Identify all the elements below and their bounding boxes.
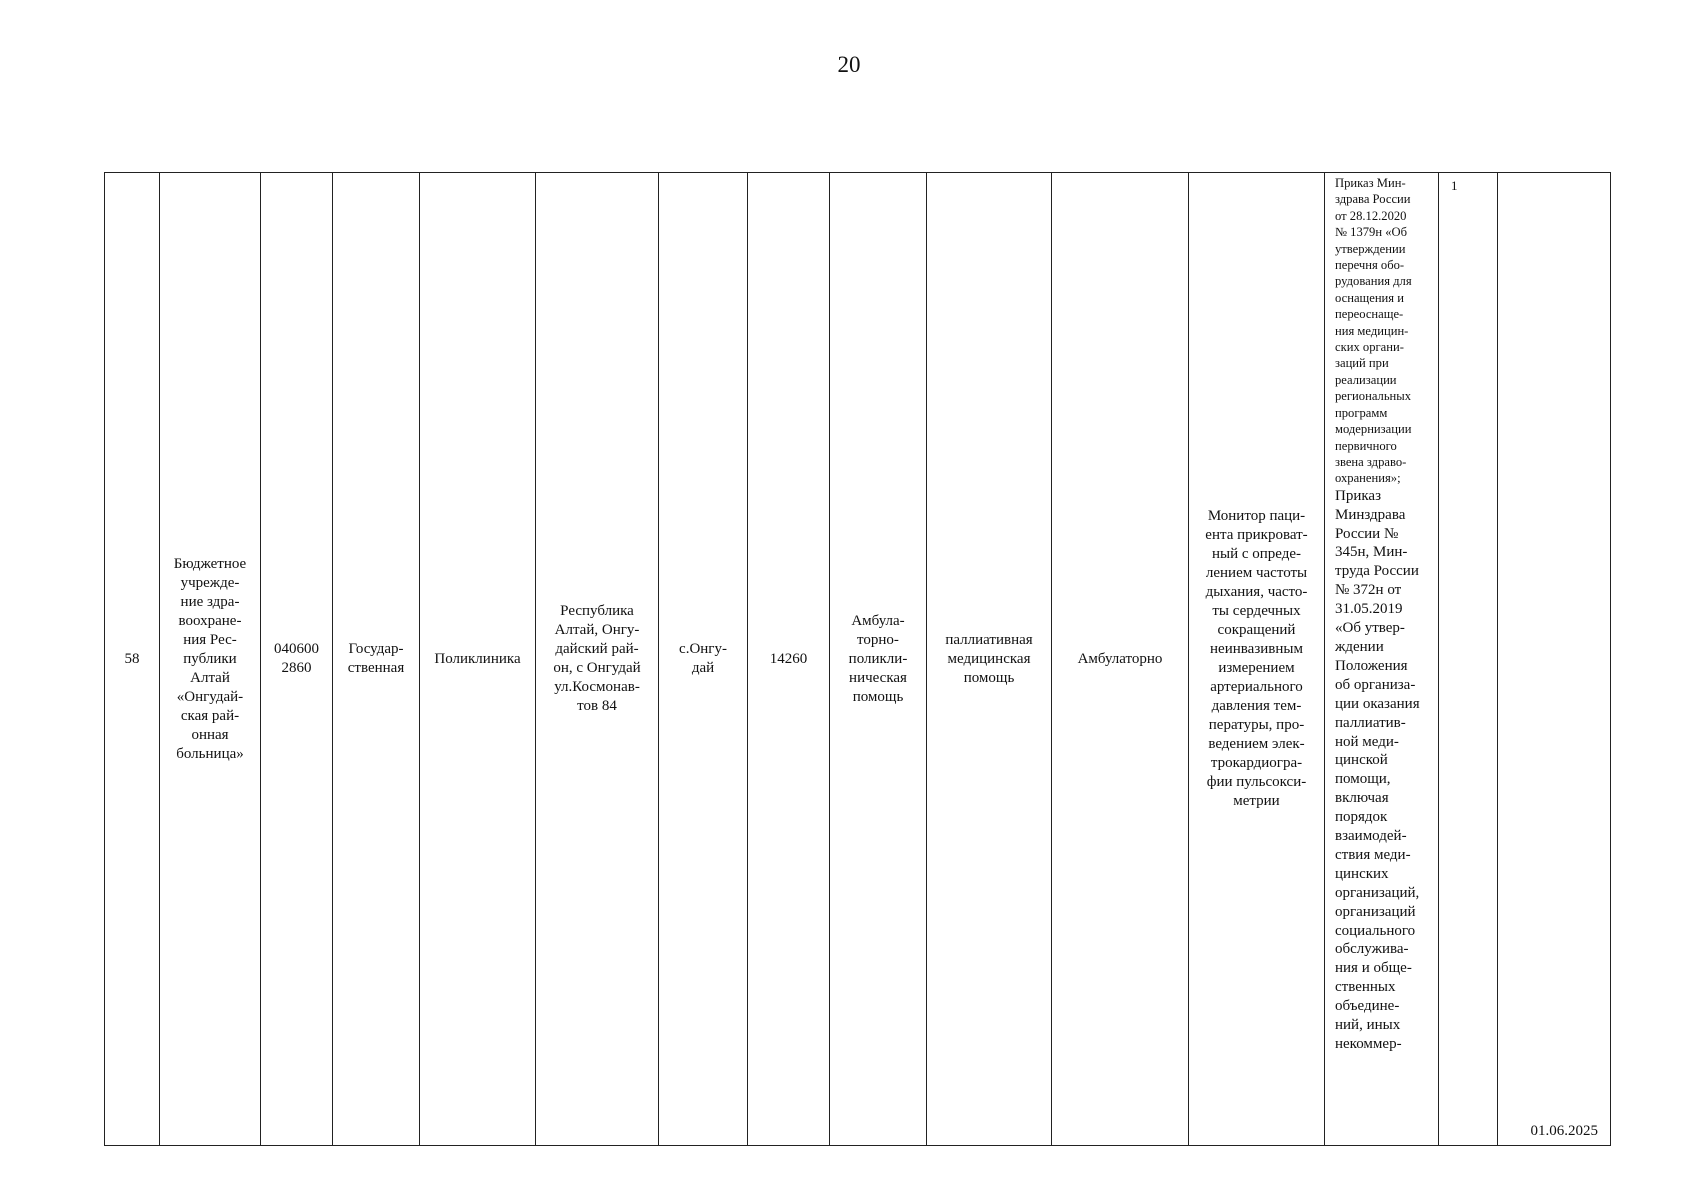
organization-name-cell: Бюджетное учрежде- ние здра- воохране- ния Рес- публики Алтай «Онгудай- ская рай- онная больница» <box>160 173 261 1146</box>
facility-type-cell: Поликлиника <box>420 173 536 1146</box>
number-value-cell: 14260 <box>748 173 830 1146</box>
table-row <box>105 173 1611 1146</box>
page-number: 20 <box>837 52 861 77</box>
care-condition-cell: Амбулаторно <box>1052 173 1189 1146</box>
care-type-cell: Амбула- торно- поликли- ническая помощь <box>830 173 927 1146</box>
address-cell: Республика Алтай, Онгу- дайский рай- он, с Онгудай ул.Космонав- тов 84 <box>536 173 659 1146</box>
organization-code-cell: 040600 2860 <box>261 173 333 1146</box>
equipment-register-table <box>104 172 1611 1146</box>
legal-basis-cell <box>1325 173 1439 1146</box>
legal-basis-order-345n: Приказ Минздрава России № 345н, Мин- труда России № 372н от 31.05.2019 «Об утвер- ждении Положения об организа- ции оказания паллиатив- ной меди- цинской помощи, включая порядок взаимодей- ствия меди- цинских организаций, организаций социального обслужива- ния и обще- ственных объедине- ний, иных некоммер- <box>1335 487 1420 1052</box>
quantity-cell: 1 <box>1439 173 1498 1146</box>
legal-basis-order-1379n: Приказ Мин- здрава России от 28.12.2020 № 1379н «Об утверждении перечня обо- рудования для оснащения и переоснаще- ния медицин- ских органи- заций при реализации региональных программ модернизации первичного звена здраво- охранения»; <box>1335 176 1412 486</box>
settlement-cell: с.Онгу- дай <box>659 173 748 1146</box>
date-cell: 01.06.2025 <box>1498 173 1611 1146</box>
row-number-cell: 58 <box>105 173 160 1146</box>
equipment-name-cell: Монитор паци- ента прикроват- ный с опреде- лением частоты дыхания, часто- ты сердечных сокращений неинвазивным измерением артериального давления тем- пературы, про- ведением элек- трокардиогра- фии пульсокси- метрии <box>1189 173 1325 1146</box>
care-profile-cell: паллиативная медицинская помощь <box>927 173 1052 1146</box>
ownership-form-cell: Государ- ственная <box>333 173 420 1146</box>
